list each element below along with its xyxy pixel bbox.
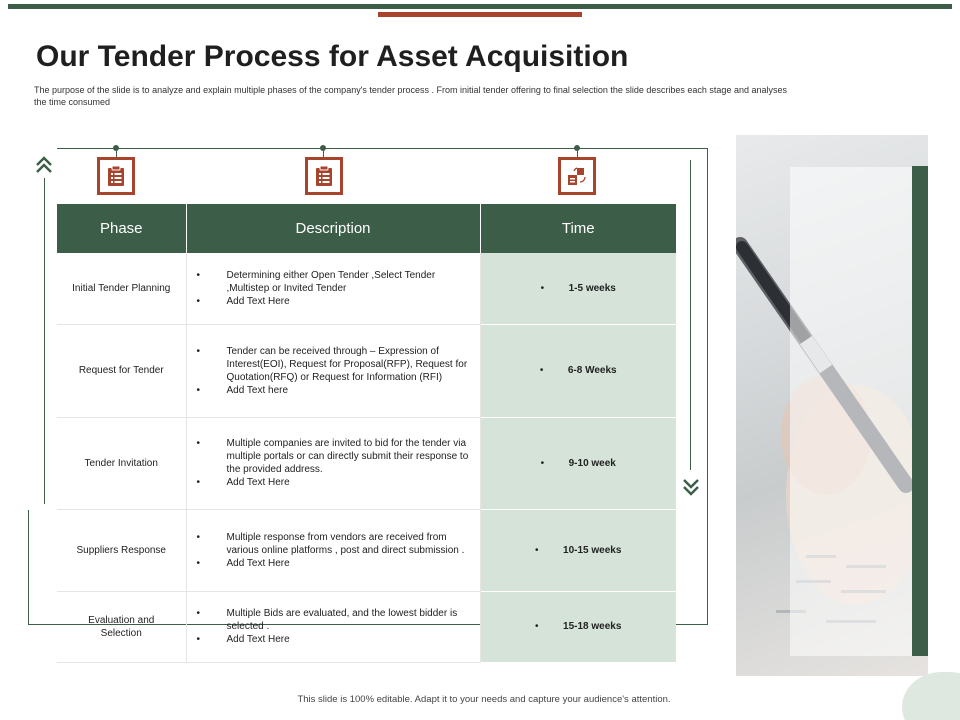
phase-cell: Request for Tender — [57, 324, 186, 417]
footer-note: This slide is 100% editable. Adapt it to your needs and capture your audience's attention. — [297, 694, 671, 705]
time-icon-box — [558, 157, 596, 195]
table-header-row — [57, 204, 676, 253]
frame-right-line — [707, 148, 708, 625]
description-bullet: • Add Text Here — [197, 557, 472, 570]
time-cell — [480, 253, 676, 324]
time-value: • 1-5 weeks — [541, 282, 616, 295]
description-bullet: • Tender can be received through – Expression of Interest(EOI), Request for Proposal(RFP), Request for Quotation(RFQ) or Request for Information (RFI) — [197, 345, 472, 384]
tender-process-table — [57, 204, 676, 663]
phase-cell: Suppliers Response — [57, 509, 186, 591]
description-cell — [186, 509, 480, 591]
frame-left-bottom-line — [28, 510, 29, 625]
description-bullet: • Multiple companies are invited to bid for the tender via multiple portals or can directly submit their response to the provided address. — [197, 437, 472, 476]
chevron-up-icon — [34, 154, 54, 178]
document-exchange-icon — [566, 165, 588, 187]
description-bullet: • Add Text Here — [197, 295, 472, 308]
header-time: Time — [480, 204, 676, 253]
clipboard-list-icon — [106, 165, 126, 187]
description-bullet: • Add Text here — [197, 384, 472, 397]
description-bullet: • Add Text Here — [197, 633, 472, 646]
table-row — [57, 591, 676, 662]
phase-icon-box — [97, 157, 135, 195]
chevron-down-icon — [681, 474, 701, 498]
photo-overlay — [790, 167, 912, 656]
time-value: • 10-15 weeks — [535, 544, 621, 557]
phase-cell: Initial Tender Planning — [57, 253, 186, 324]
phase-cell: Tender Invitation — [57, 417, 186, 509]
header-phase: Phase — [57, 204, 186, 253]
description-bullet: • Determining either Open Tender ,Select Tender ,Multistep or Invited Tender — [197, 269, 472, 295]
frame-right-inner-line — [690, 160, 691, 470]
table-row — [57, 509, 676, 591]
time-value: • 9-10 week — [541, 457, 616, 470]
page-subtitle: The purpose of the slide is to analyze and explain multiple phases of the company's tender process . From initial tender offering to final selection the slide describes each stage and analyses the time consumed — [34, 85, 787, 107]
photo-accent-bar — [912, 166, 928, 656]
description-bullet: • Multiple response from vendors are received from various online platforms , post and direct submission . — [197, 531, 472, 557]
time-cell — [480, 591, 676, 662]
top-bar — [8, 4, 952, 9]
frame-top-line — [57, 148, 708, 149]
header-description: Description — [186, 204, 480, 253]
top-accent-bar — [378, 12, 582, 17]
description-cell — [186, 324, 480, 417]
time-cell — [480, 417, 676, 509]
table-row — [57, 253, 676, 324]
clipboard-list-icon — [314, 165, 334, 187]
table-row — [57, 417, 676, 509]
time-cell — [480, 324, 676, 417]
description-cell — [186, 591, 480, 662]
description-icon-box — [305, 157, 343, 195]
table-row — [57, 324, 676, 417]
description-cell — [186, 417, 480, 509]
description-bullet: • Multiple Bids are evaluated, and the lowest bidder is selected . — [197, 607, 472, 633]
phase-cell: Evaluation and Selection — [57, 591, 186, 662]
time-cell — [480, 509, 676, 591]
frame-left-line — [44, 178, 45, 504]
description-cell — [186, 253, 480, 324]
time-value: • 6-8 Weeks — [540, 364, 617, 377]
page-title: Our Tender Process for Asset Acquisition — [36, 40, 629, 73]
time-value: • 15-18 weeks — [535, 620, 621, 633]
description-bullet: • Add Text Here — [197, 476, 472, 489]
